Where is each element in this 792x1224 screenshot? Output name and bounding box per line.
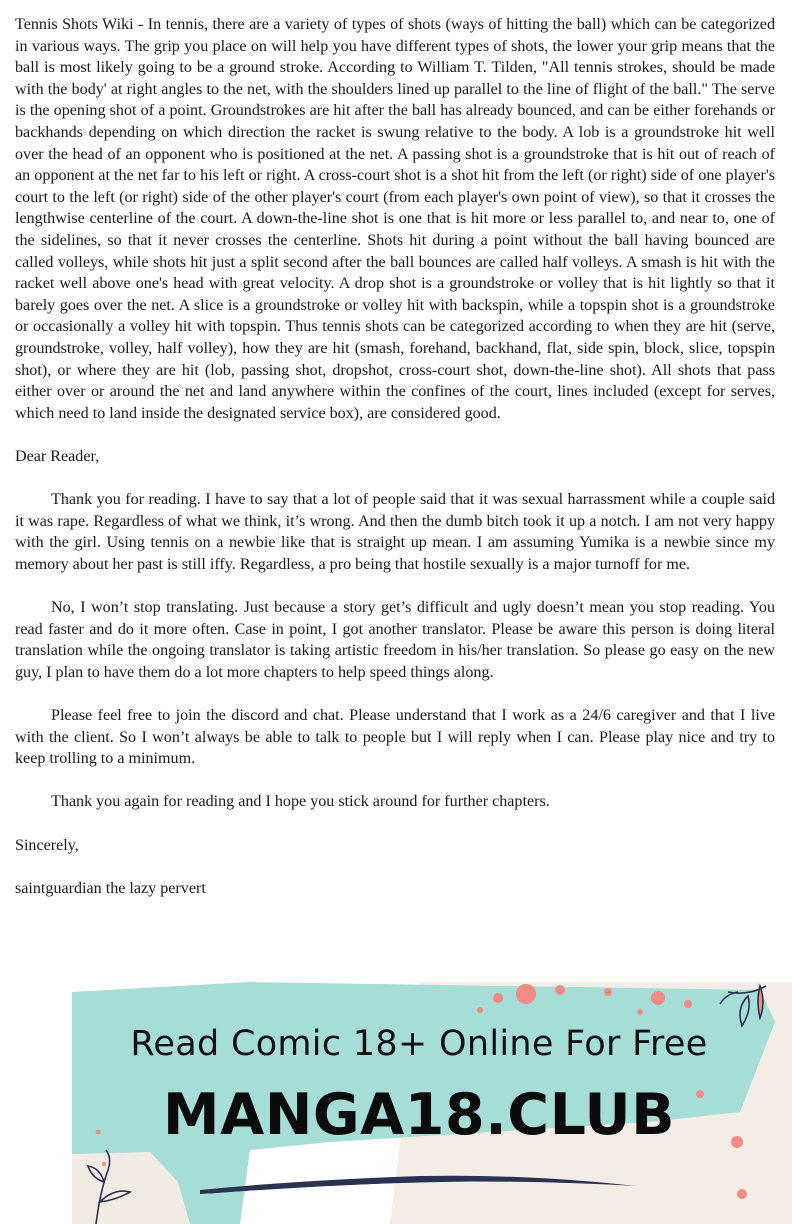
- letter-signature: saintguardian the lazy pervert: [15, 879, 206, 897]
- document-body: [15, 14, 775, 899]
- banner-tagline[interactable]: Read Comic 18+ Online For Free: [130, 1024, 708, 1064]
- letter-salutation: Dear Reader,: [15, 447, 100, 465]
- promo-banner[interactable]: [0, 982, 792, 1224]
- banner-site-name[interactable]: MANGA18.CLUB: [162, 1082, 676, 1148]
- letter-paragraph: Thank you again for reading and I hope you stick around for further chapters.: [51, 793, 550, 811]
- letter-paragraph: Thank you for reading. I have to say that a lot of people said that it was sexual harrassment while a couple said it was rape. Regardless of what we think, it’s wrong. And then the dumb bitch took it up a notch. I am not very happy with the girl. Using tennis on a newbie like that is straight up mean. I am assuming Yumika is a newbie since my memory about her past is still iffy. Regardless, a pro being that hostile sexually is a major turnoff for me.: [15, 491, 775, 573]
- letter-closing: Sincerely,: [15, 836, 79, 854]
- wiki-paragraph: Tennis Shots Wiki - In tennis, there are a variety of types of shots (ways of hitting the ball) which can be categorized in various ways. The grip you place on will help you have different types of shots, the lower your grip means that the ball is most likely going to be a ground stroke. According to William T. Tilden, "All tennis strokes, should be made with the body' at right angles to the net, with the shoulders lined up parallel to the line of flight of the ball." The serve is the opening shot of a point. Groundstrokes are hit after the ball has already bounced, and can be either forehands or backhands depending on which direction the racket is swung relative to the body. A lob is a groundstroke hit well over the head of an opponent who is positioned at the net. A passing shot is a groundstroke that is hit out of reach of an opponent at the net far to his left or right. A cross-court shot is a shot hit from the left (or right) side of one player's court to the left (or right) side of the other player's court (from each player's own point of view), so that it crosses the lengthwise centerline of the court. A down-the-line shot is one that is hit more or less parallel to, and near to, one of the sidelines, so that it never crosses the centerline. Shots hit during a point without the ball having bounced are called volleys, while shots hit just a split second after the ball bounces are called half volleys. A smash is hit with the racket well above one's head with great velocity. A drop shot is a groundstroke or volley that is hit lightly so that it barely goes over the net. A slice is a groundstroke or volley hit with backspin, while a topspin shot is a groundstroke or occasionally a volley hit with topspin. Thus tennis shots can be categorized according to when they are hit (serve, groundstroke, volley, half volley), how they are hit (smash, forehand, backhand, flat, side spin, block, slice, topspin shot), or where they are hit (lob, passing shot, dropshot, cross-court shot, down-the-line shot). All shots that pass either over or around the net and land anywhere within the confines of the court, lines included (except for serves, which need to land inside the designated service box), are considered good.: [15, 16, 775, 422]
- letter-paragraph: Please feel free to join the discord and chat. Please understand that I work as a 24/6 caregiver and that I live with the client. So I won’t always be able to talk to people but I will reply when I can. Please play nice and try to keep trolling to a minimum.: [15, 707, 775, 768]
- letter-paragraph: No, I won’t stop translating. Just because a story get’s difficult and ugly doesn’t mean you stop reading. You read faster and do it more often. Case in point, I got another translator. Please be aware this person is doing literal translation while the ongoing translator is taking artistic freedom in his/her translation. So please go easy on the new guy, I plan to have them do a lot more chapters to help speed things along.: [15, 599, 775, 681]
